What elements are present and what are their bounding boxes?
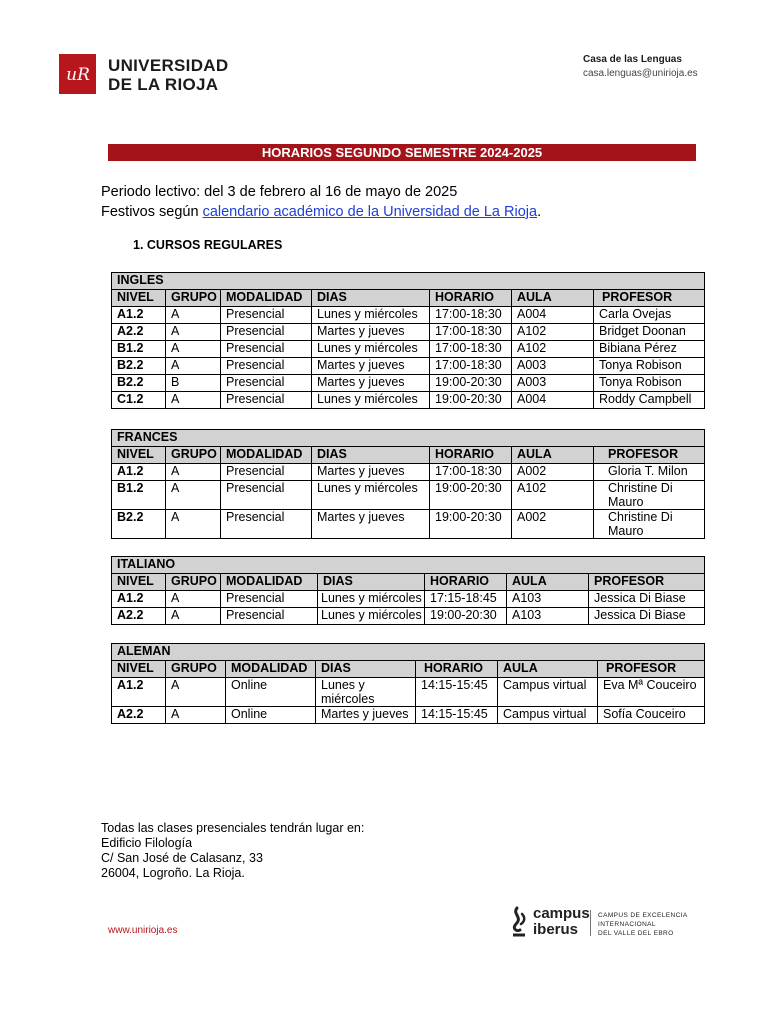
cell-profesor: Sofía Couceiro: [598, 707, 705, 724]
cell-profesor: Bibiana Pérez: [594, 341, 705, 358]
cell-grupo: A: [166, 358, 221, 375]
col-header-horario: HORARIO: [430, 290, 512, 307]
university-name-line2: DE LA RIOJA: [108, 75, 219, 94]
table-row: [112, 392, 705, 409]
cell-nivel: A2.2: [112, 707, 166, 724]
col-header-grupo: GRUPO: [166, 290, 221, 307]
cell-modalidad: Presencial: [221, 464, 312, 481]
intro-text: [101, 182, 541, 222]
table-row: [112, 707, 705, 724]
cell-grupo: A: [166, 481, 221, 510]
language-header: ALEMAN: [112, 644, 705, 661]
cell-dias: Lunes y miércoles: [318, 608, 425, 625]
col-header-modalidad: MODALIDAD: [221, 447, 312, 464]
campus-description: [598, 911, 688, 938]
casa-lenguas-contact: [583, 53, 698, 81]
cell-grupo: B: [166, 375, 221, 392]
cell-grupo: A: [166, 591, 221, 608]
cell-dias: Lunes y miércoles: [312, 307, 430, 324]
table-row: [112, 464, 705, 481]
cell-horario: 14:15-15:45: [416, 678, 498, 707]
cell-nivel: C1.2: [112, 392, 166, 409]
university-name: [108, 56, 228, 94]
col-header-profesor: PROFESOR: [589, 574, 705, 591]
cell-dias: Martes y jueves: [312, 358, 430, 375]
cell-horario: 17:00-18:30: [430, 358, 512, 375]
col-header-dias: DIAS: [316, 661, 416, 678]
campus-iberus-line1: campus: [533, 905, 590, 922]
cell-nivel: A2.2: [112, 324, 166, 341]
cell-nivel: A2.2: [112, 608, 166, 625]
festivos-line: [101, 202, 541, 222]
cell-nivel: B2.2: [112, 375, 166, 392]
cell-horario: 17:00-18:30: [430, 464, 512, 481]
cell-dias: Lunes y miércoles: [312, 481, 430, 510]
language-header: ITALIANO: [112, 557, 705, 574]
col-header-aula: AULA: [512, 447, 594, 464]
cell-modalidad: Presencial: [221, 341, 312, 358]
col-header-aula: AULA: [498, 661, 598, 678]
cell-profesor: Jessica Di Biase: [589, 591, 705, 608]
col-header-horario: HORARIO: [430, 447, 512, 464]
col-header-grupo: GRUPO: [166, 574, 221, 591]
cell-nivel: B2.2: [112, 358, 166, 375]
cell-dias: Lunes y miércoles: [318, 591, 425, 608]
col-header-dias: DIAS: [312, 290, 430, 307]
footer-url[interactable]: www.unirioja.es: [108, 925, 178, 936]
cell-profesor: Tonya Robison: [594, 358, 705, 375]
cell-aula: A002: [512, 510, 594, 539]
table-row: [112, 324, 705, 341]
university-logo: [59, 54, 96, 94]
campus-iberus-name: [533, 906, 590, 938]
cell-grupo: A: [166, 341, 221, 358]
cell-grupo: A: [166, 510, 221, 539]
festivos-prefix: Festivos según: [101, 204, 203, 220]
cell-nivel: B1.2: [112, 341, 166, 358]
cell-aula: A004: [512, 392, 594, 409]
table-row: [112, 510, 705, 539]
cell-dias: Martes y jueves: [312, 510, 430, 539]
col-header-aula: AULA: [507, 574, 589, 591]
address-line3: C/ San José de Calasanz, 33: [101, 851, 263, 865]
cell-modalidad: Presencial: [221, 375, 312, 392]
cell-modalidad: Presencial: [221, 392, 312, 409]
schedule-table-frances: [111, 429, 705, 539]
col-header-dias: DIAS: [312, 447, 430, 464]
cell-grupo: A: [166, 392, 221, 409]
cell-profesor: Eva Mª Couceiro: [598, 678, 705, 707]
col-header-dias: DIAS: [318, 574, 425, 591]
cell-nivel: B2.2: [112, 510, 166, 539]
campus-desc-line1: CAMPUS DE EXCELENCIA: [598, 912, 688, 919]
casa-title: Casa de las Lenguas: [583, 54, 682, 65]
col-header-profesor: PROFESOR: [594, 290, 705, 307]
language-header: FRANCES: [112, 430, 705, 447]
cell-horario: 17:00-18:30: [430, 341, 512, 358]
cell-horario: 19:00-20:30: [425, 608, 507, 625]
cell-horario: 17:15-18:45: [425, 591, 507, 608]
cell-dias: Martes y jueves: [312, 324, 430, 341]
cell-aula: A103: [507, 608, 589, 625]
cell-aula: A003: [512, 375, 594, 392]
cell-nivel: A1.2: [112, 307, 166, 324]
cell-aula: A002: [512, 464, 594, 481]
page-title: HORARIOS SEGUNDO SEMESTRE 2024-2025: [108, 144, 696, 161]
cell-horario: 19:00-20:30: [430, 510, 512, 539]
cell-modalidad: Presencial: [221, 324, 312, 341]
table-row: [112, 591, 705, 608]
cell-horario: 14:15-15:45: [416, 707, 498, 724]
cell-dias: Martes y jueves: [312, 375, 430, 392]
cell-grupo: A: [166, 464, 221, 481]
cell-dias: Lunes y miércoles: [316, 678, 416, 707]
schedule-table-aleman: [111, 643, 705, 724]
cell-grupo: A: [166, 678, 226, 707]
cell-aula: A102: [512, 324, 594, 341]
col-header-horario: HORARIO: [416, 661, 498, 678]
cell-nivel: A1.2: [112, 591, 166, 608]
cell-nivel: A1.2: [112, 464, 166, 481]
cell-modalidad: Presencial: [221, 608, 318, 625]
campus-desc-line3: DEL VALLE DEL EBRO: [598, 930, 674, 937]
campus-divider: [590, 910, 591, 936]
language-header: INGLES: [112, 273, 705, 290]
cell-profesor: Roddy Campbell: [594, 392, 705, 409]
cell-profesor: Bridget Doonan: [594, 324, 705, 341]
cell-dias: Lunes y miércoles: [312, 392, 430, 409]
cell-profesor: Tonya Robison: [594, 375, 705, 392]
ur-logo-icon: [63, 59, 93, 89]
schedule-table-ingles: [111, 272, 705, 409]
address-line2: Edificio Filología: [101, 836, 193, 850]
cell-modalidad: Presencial: [221, 591, 318, 608]
cell-horario: 19:00-20:30: [430, 481, 512, 510]
cell-dias: Martes y jueves: [312, 464, 430, 481]
table-row: [112, 307, 705, 324]
cell-horario: 17:00-18:30: [430, 324, 512, 341]
cell-modalidad: Presencial: [221, 481, 312, 510]
university-name-line1: UNIVERSIDAD: [108, 56, 229, 75]
cell-aula: Campus virtual: [498, 707, 598, 724]
section-title: 1. CURSOS REGULARES: [133, 238, 283, 252]
cell-modalidad: Online: [226, 678, 316, 707]
cell-grupo: A: [166, 707, 226, 724]
periodo-lectivo: Periodo lectivo: del 3 de febrero al 16 de mayo de 2025: [101, 184, 458, 200]
cell-profesor: Carla Ovejas: [594, 307, 705, 324]
address-line1: Todas las clases presenciales tendrán lugar en:: [101, 821, 365, 835]
cell-aula: A102: [512, 341, 594, 358]
campus-iberus-line2: iberus: [533, 921, 579, 938]
table-row: [112, 375, 705, 392]
cell-profesor: Christine Di Mauro: [594, 510, 705, 539]
cell-aula: Campus virtual: [498, 678, 598, 707]
col-header-horario: HORARIO: [425, 574, 507, 591]
table-row: [112, 608, 705, 625]
cell-nivel: B1.2: [112, 481, 166, 510]
col-header-aula: AULA: [512, 290, 594, 307]
cell-horario: 19:00-20:30: [430, 375, 512, 392]
col-header-profesor: PROFESOR: [594, 447, 705, 464]
cell-dias: Lunes y miércoles: [312, 341, 430, 358]
schedule-table-italiano: [111, 556, 705, 625]
cell-nivel: A1.2: [112, 678, 166, 707]
cell-profesor: Jessica Di Biase: [589, 608, 705, 625]
campus-iberus-icon: [509, 906, 529, 938]
cell-modalidad: Presencial: [221, 510, 312, 539]
cell-aula: A102: [512, 481, 594, 510]
festivos-suffix: .: [537, 204, 542, 220]
col-header-grupo: GRUPO: [166, 447, 221, 464]
table-row: [112, 358, 705, 375]
cell-modalidad: Presencial: [221, 358, 312, 375]
table-row: [112, 678, 705, 707]
cell-horario: 17:00-18:30: [430, 307, 512, 324]
col-header-nivel: NIVEL: [112, 574, 166, 591]
col-header-nivel: NIVEL: [112, 661, 166, 678]
cell-modalidad: Online: [226, 707, 316, 724]
cell-aula: A103: [507, 591, 589, 608]
cell-grupo: A: [166, 307, 221, 324]
cell-modalidad: Presencial: [221, 307, 312, 324]
address-line4: 26004, Logroño. La Rioja.: [101, 866, 245, 880]
calendario-link[interactable]: calendario académico de la Universidad de La Rioja: [202, 204, 538, 220]
cell-grupo: A: [166, 608, 221, 625]
cell-grupo: A: [166, 324, 221, 341]
cell-aula: A003: [512, 358, 594, 375]
col-header-modalidad: MODALIDAD: [221, 290, 312, 307]
table-row: [112, 481, 705, 510]
cell-dias: Martes y jueves: [316, 707, 416, 724]
col-header-nivel: NIVEL: [112, 290, 166, 307]
campus-desc-line2: INTERNACIONAL: [598, 921, 656, 928]
casa-email[interactable]: casa.lenguas@unirioja.es: [583, 68, 698, 79]
col-header-grupo: GRUPO: [166, 661, 226, 678]
cell-horario: 19:00-20:30: [430, 392, 512, 409]
cell-aula: A004: [512, 307, 594, 324]
col-header-nivel: NIVEL: [112, 447, 166, 464]
cell-profesor: Gloria T. Milon: [594, 464, 705, 481]
col-header-profesor: PROFESOR: [598, 661, 705, 678]
logo-text: uR: [65, 65, 90, 85]
cell-profesor: Christine Di Mauro: [594, 481, 705, 510]
address-block: [101, 821, 364, 881]
col-header-modalidad: MODALIDAD: [221, 574, 318, 591]
table-row: [112, 341, 705, 358]
col-header-modalidad: MODALIDAD: [226, 661, 316, 678]
